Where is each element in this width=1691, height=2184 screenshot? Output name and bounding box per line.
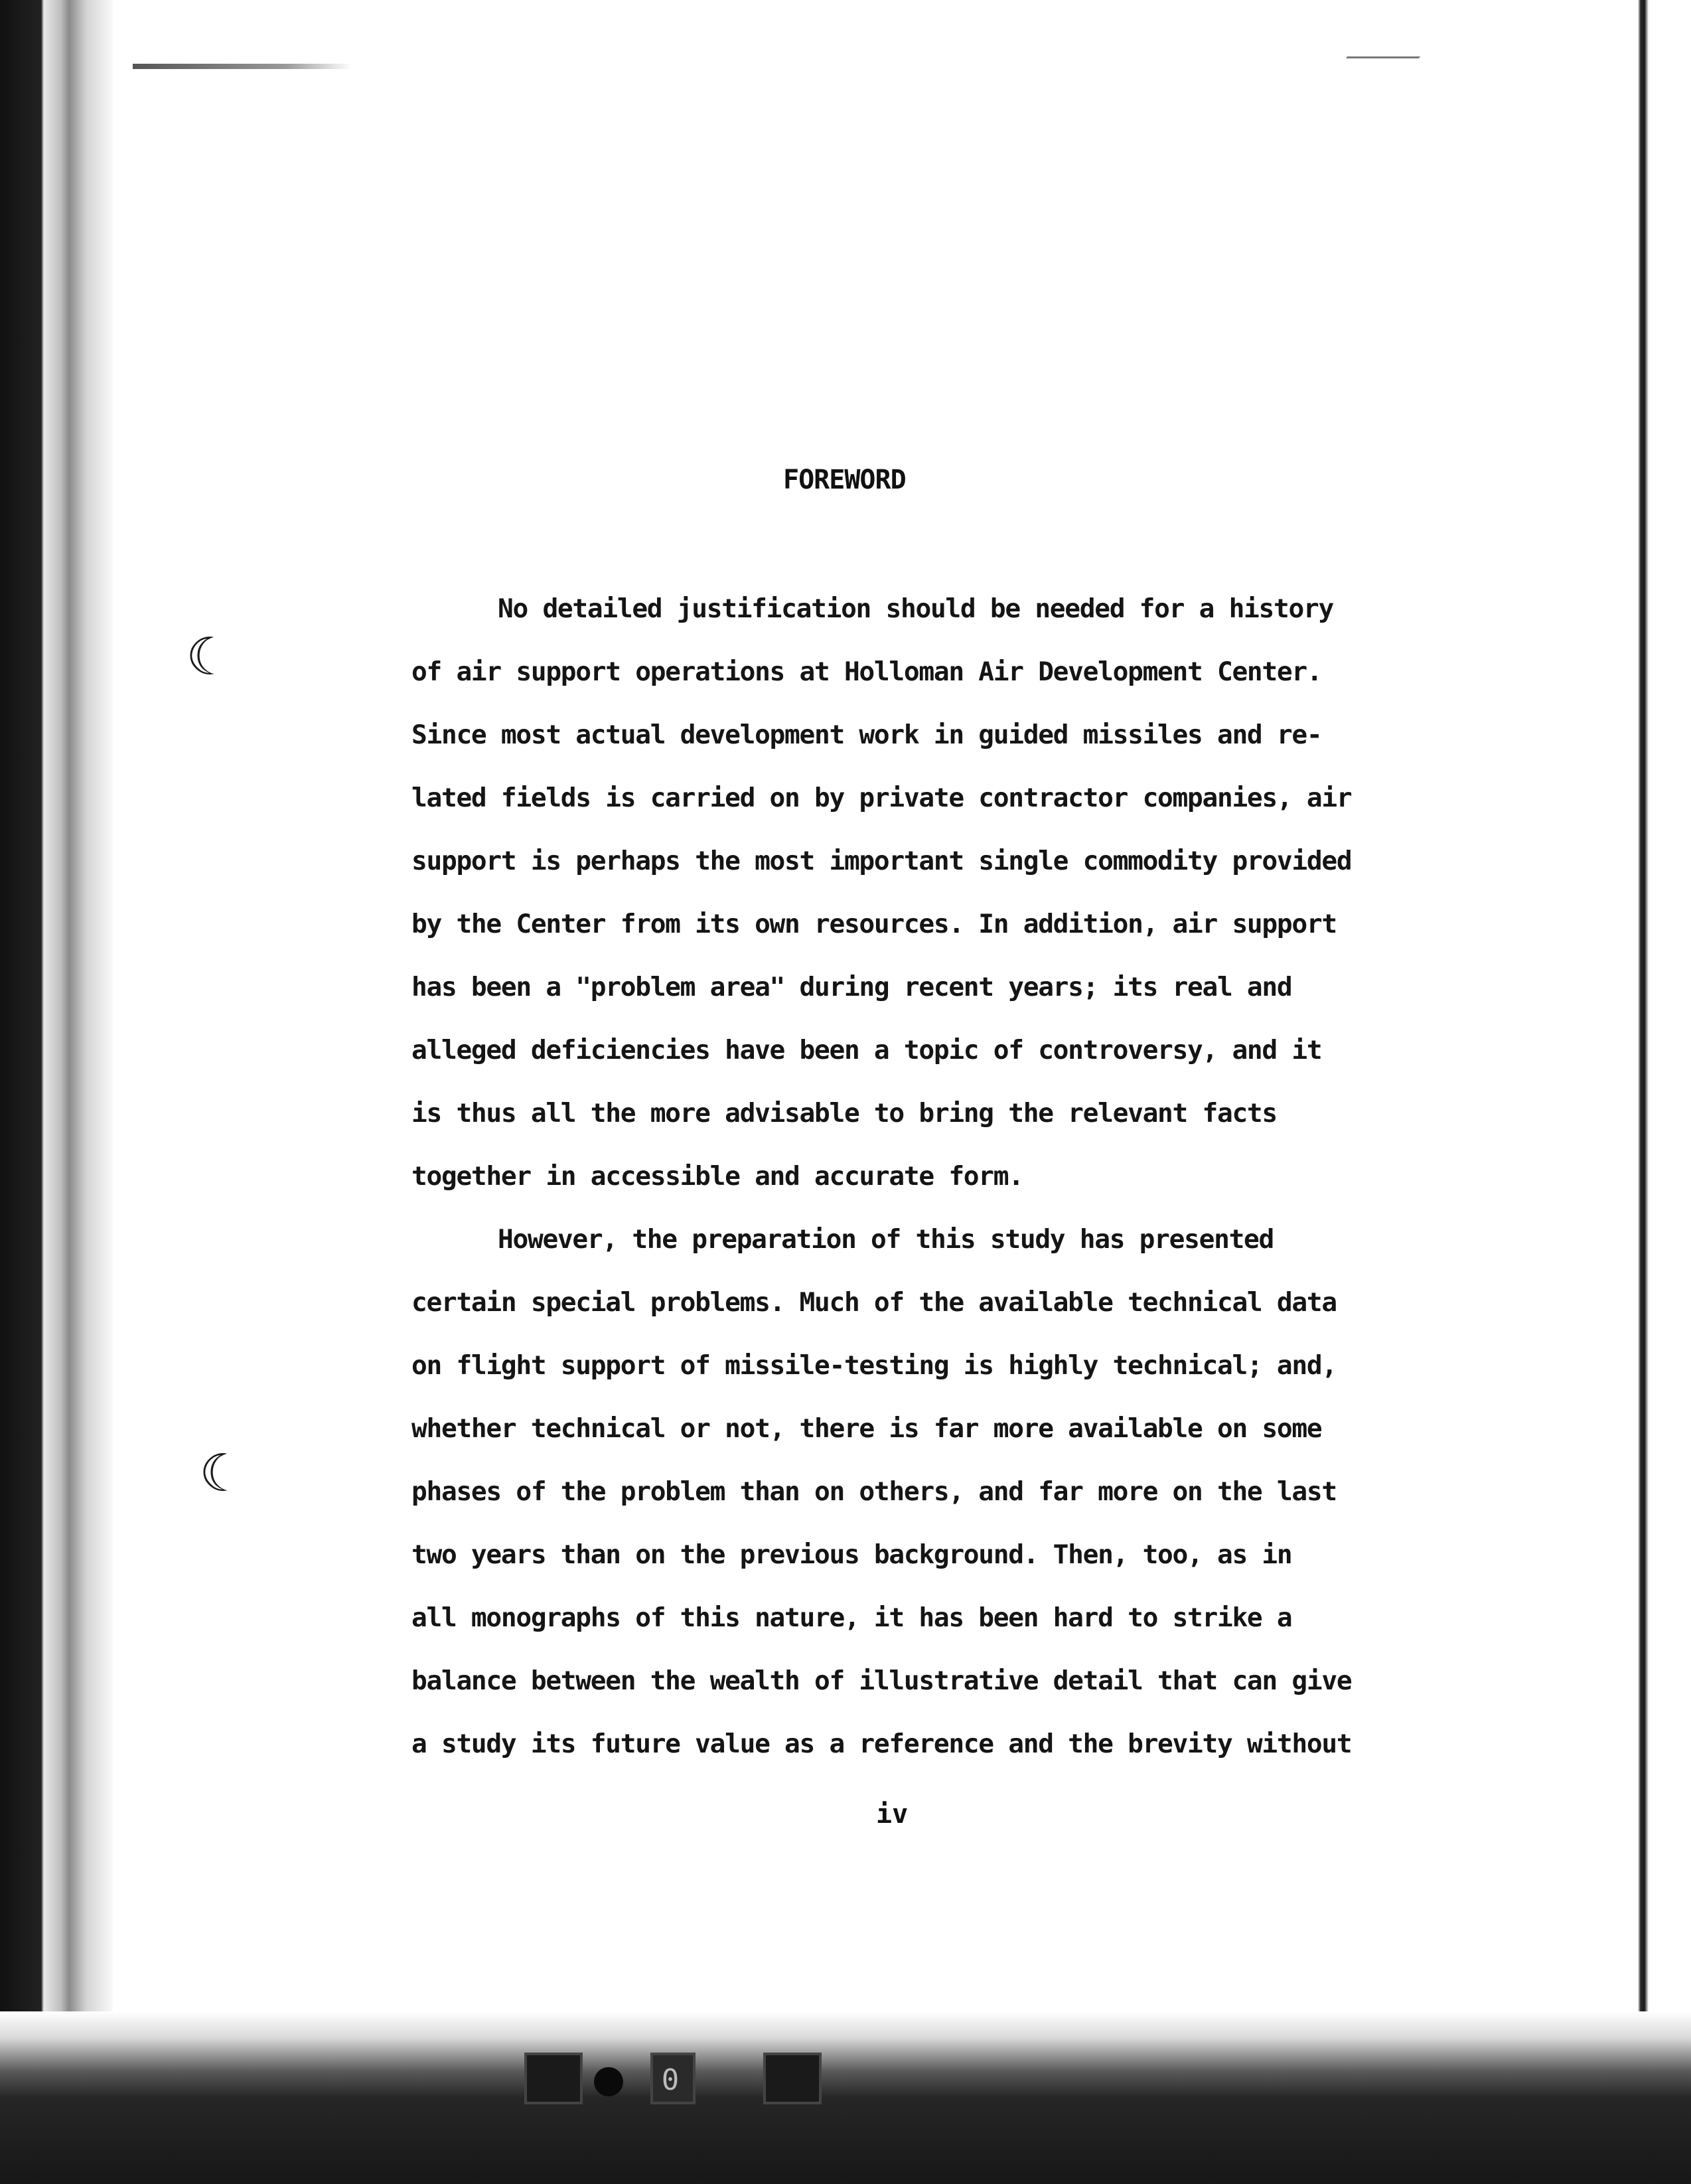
strip-marker-digit: 0 [661,2063,680,2097]
corner-scan-mark [1318,56,1420,98]
page-right-edge-shadow [1611,0,1691,2184]
text-line: Since most actual development work in guided missiles and re- [411,720,1322,750]
page-number: iv [876,1799,909,1830]
text-line: support is perhaps the most important single commodity provided [411,846,1352,876]
punch-hole-mark-upper: ☾ [186,627,232,687]
text-line: of air support operations at Holloman Air Development Center. [411,657,1322,687]
text-line: certain special problems. Much of the available technical data [411,1287,1337,1318]
text-line: by the Center from its own resources. In addition, air support [411,909,1337,939]
page-title: FOREWORD [783,465,906,495]
strip-marker-dot [594,2067,623,2096]
text-line: No detailed justification should be needed for a history [498,593,1333,624]
text-line: a study its future value as a reference and the brevity without [411,1729,1352,1759]
punch-hole-mark-lower: ☾ [199,1444,246,1504]
text-line: whether technical or not, there is far more available on some [411,1413,1322,1444]
strip-marker-box [524,2053,583,2104]
text-line: two years than on the previous background. Then, too, as in [411,1539,1292,1570]
body-text [411,578,1473,1776]
text-line: However, the preparation of this study has presented [498,1224,1274,1255]
text-line: is thus all the more advisable to bring the relevant facts [411,1098,1277,1129]
text-line: has been a "problem area" during recent years; its real and [411,972,1292,1002]
page-left-edge-shadow [0,0,113,2184]
text-line: lated fields is carried on by private contractor companies, air [411,783,1352,813]
text-line: on flight support of missile-testing is highly technical; and, [411,1350,1337,1381]
scanner-bottom-strip [0,2011,1691,2184]
text-line: together in accessible and accurate form. [411,1161,1023,1192]
text-line: alleged deficiencies have been a topic of controversy, and it [411,1035,1322,1065]
top-scan-mark [133,64,352,69]
text-line: phases of the problem than on others, and far more on the last [411,1476,1337,1507]
text-line: balance between the wealth of illustrative detail that can give [411,1666,1352,1696]
text-line: all monographs of this nature, it has been hard to strike a [411,1602,1292,1633]
strip-marker-box [763,2053,822,2104]
